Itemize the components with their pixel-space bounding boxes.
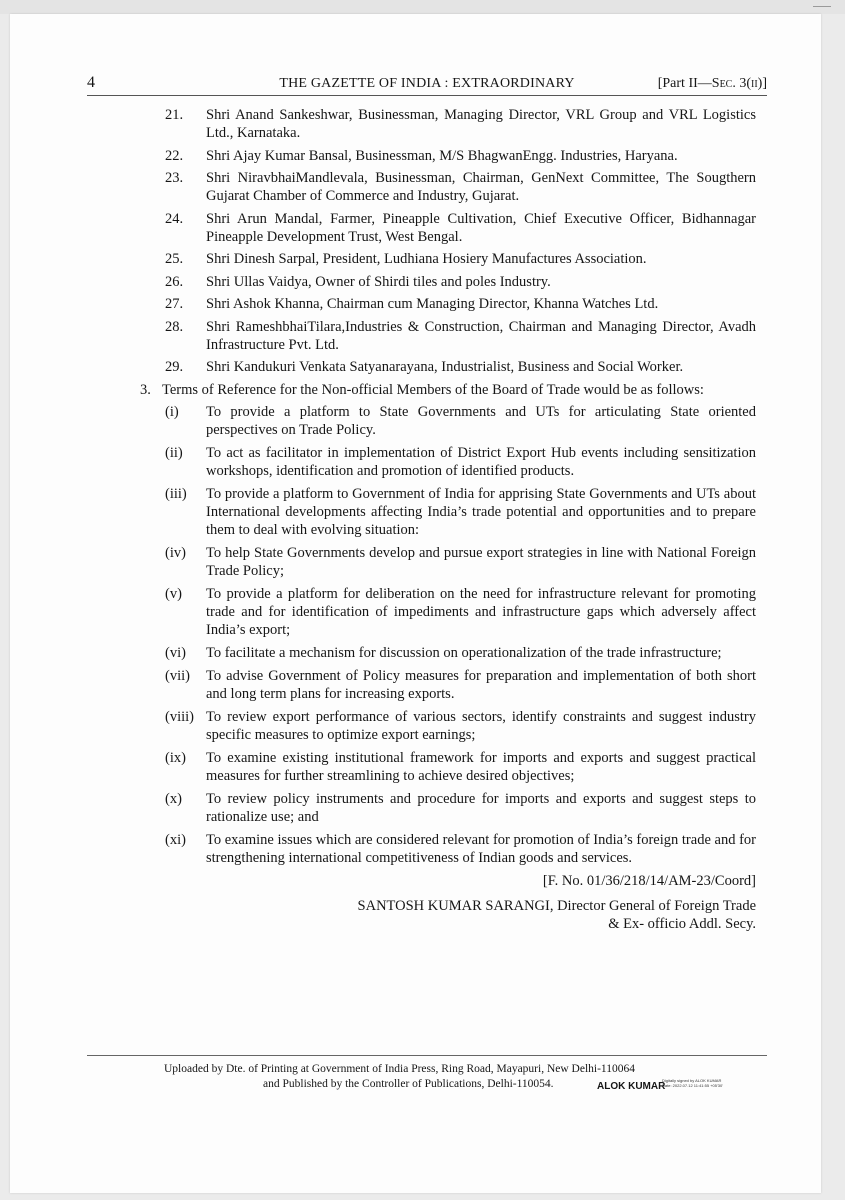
digital-signature-line-2: Date: 2022.07.12 11:41:55 +05'30' (662, 1083, 723, 1088)
page-number: 4 (87, 74, 95, 91)
file-number: [F. No. 01/36/218/14/AM-23/Coord] (542, 872, 756, 889)
member-item (10, 210, 821, 246)
part-prefix: [Part II— (657, 76, 712, 91)
member-number: 21. (165, 107, 184, 123)
term-text: To provide a platform to State Governments and UTs for articulating State oriented perspectives on Trade Policy. (206, 403, 756, 438)
member-item (10, 106, 821, 142)
term-item (10, 831, 821, 867)
term-text: To help State Governments develop and pursue export strategies in line with National Foreign Trade Policy; (206, 544, 756, 579)
member-item (10, 318, 821, 354)
term-number: (iii) (165, 485, 187, 502)
clause-3 (10, 381, 821, 399)
member-text: Shri Dinesh Sarpal, President, Ludhiana Hosiery Manufactures Association. (206, 251, 647, 267)
member-item (10, 358, 821, 376)
term-number: (i) (165, 403, 179, 420)
gazette-page (10, 14, 821, 1193)
member-item (10, 169, 821, 205)
term-item (10, 667, 821, 703)
term-number: (xi) (165, 831, 186, 848)
signature-block (10, 897, 756, 933)
header-rule (87, 95, 767, 96)
footer-line-1: Uploaded by Dte. of Printing at Government of India Press, Ring Road, Mayapuri, New Delhi-110064 (164, 1063, 635, 1075)
term-number: (ix) (165, 749, 186, 766)
member-text: Shri NiravbhaiMandlevala, Businessman, Chairman, GenNext Committee, The Sougthern Gujarat Chamber of Commerce and Industry, Gujarat. (206, 170, 756, 204)
term-item (10, 790, 821, 826)
term-text: To review policy instruments and procedure for imports and exports and suggest steps to rationalize use; and (206, 790, 756, 825)
digital-signature-line-1: Digitally signed by ALOK KUMAR (662, 1078, 722, 1083)
member-number: 27. (165, 296, 184, 312)
member-number: 23. (165, 170, 184, 186)
term-text: To provide a platform for deliberation on the need for infrastructure relevant for promoting trade and for identification of impediments and infrastructure gaps which adversely affect India’s export; (206, 585, 756, 638)
footer-rule (87, 1055, 767, 1056)
member-number: 24. (165, 210, 184, 227)
term-item (10, 444, 821, 480)
term-text: To examine issues which are considered relevant for promotion of India’s foreign trade and for strengthening international competitiveness of Indian goods and services. (206, 831, 756, 866)
member-number: 29. (165, 359, 184, 375)
screenshot-top-strip (0, 0, 845, 14)
part-section (658, 76, 767, 92)
member-item (10, 250, 821, 268)
term-number: (vi) (165, 644, 186, 661)
term-item (10, 644, 821, 662)
term-item (10, 749, 821, 785)
term-text: To provide a platform to Government of India for apprising State Governments and UTs about International developments affecting India’s trade potential and opportunities and to prepare them to deal with evolving situation: (206, 485, 756, 538)
term-item (10, 544, 821, 580)
member-text: Shri Arun Mandal, Farmer, Pineapple Cultivation, Chief Executive Officer, Bidhannagar Pineapple Development Trust, West Bengal. (206, 210, 756, 245)
member-text: Shri RameshbhaiTilara,Industries & Construction, Chairman and Managing Director, Avadh Infrastructure Pvt. Ltd. (206, 318, 756, 353)
member-item (10, 147, 821, 165)
member-item (10, 273, 821, 291)
term-text: To act as facilitator in implementation of District Export Hub events including sensitization workshops, identification and promotion of identified products. (206, 444, 756, 479)
signatory-line-1: SANTOSH KUMAR SARANGI, Director General of Foreign Trade (357, 897, 756, 914)
page-header (87, 74, 767, 94)
term-number: (v) (165, 585, 182, 602)
term-text: To review export performance of various sectors, identify constraints and suggest industry specific measures to optimize export earnings; (206, 708, 756, 743)
member-number: 25. (165, 251, 184, 267)
term-text: To advise Government of Policy measures for preparation and implementation of both short and long term plans for increasing exports. (206, 667, 756, 702)
clause-number: 3. (140, 381, 151, 398)
member-text: Shri Ullas Vaidya, Owner of Shirdi tiles and poles Industry. (206, 273, 551, 290)
digital-signature-details (662, 1078, 723, 1088)
signatory-line-2: & Ex- officio Addl. Secy. (608, 915, 756, 932)
clause-text: Terms of Reference for the Non-official Members of the Board of Trade would be as follows: (162, 381, 704, 398)
term-item (10, 708, 821, 744)
gazette-title: THE GAZETTE OF INDIA : EXTRAORDINARY (279, 76, 575, 91)
member-text: Shri Kandukuri Venkata Satyanarayana, Industrialist, Business and Social Worker. (206, 359, 684, 375)
member-text: Shri Ashok Khanna, Chairman cum Managing Director, Khanna Watches Ltd. (206, 296, 659, 312)
term-number: (x) (165, 790, 182, 807)
term-number: (vii) (165, 667, 190, 684)
member-text: Shri Ajay Kumar Bansal, Businessman, M/S BhagwanEngg. Industries, Haryana. (206, 147, 678, 164)
member-item (10, 295, 821, 313)
term-number: (ii) (165, 444, 183, 461)
term-number: (viii) (165, 708, 194, 725)
member-number: 26. (165, 273, 184, 290)
member-text: Shri Anand Sankeshwar, Businessman, Managing Director, VRL Group and VRL Logistics Ltd., Karnataka. (206, 107, 756, 141)
document-body (10, 106, 821, 933)
term-item (10, 403, 821, 439)
term-number: (iv) (165, 544, 186, 561)
strip-marker (813, 6, 831, 7)
section-label: Sec. 3(ii)] (711, 76, 767, 91)
term-text: To facilitate a mechanism for discussion on operationalization of the trade infrastructure; (206, 644, 722, 661)
digital-signer-name: ALOK KUMAR (597, 1081, 666, 1092)
term-text: To examine existing institutional framework for imports and exports and suggest practical measures for further streamlining to achieve desired objectives; (206, 749, 756, 784)
term-item (10, 585, 821, 639)
member-number: 22. (165, 147, 184, 164)
member-number: 28. (165, 318, 184, 335)
footer-line-2: and Published by the Controller of Publications, Delhi-110054. (263, 1078, 554, 1090)
term-item (10, 485, 821, 539)
